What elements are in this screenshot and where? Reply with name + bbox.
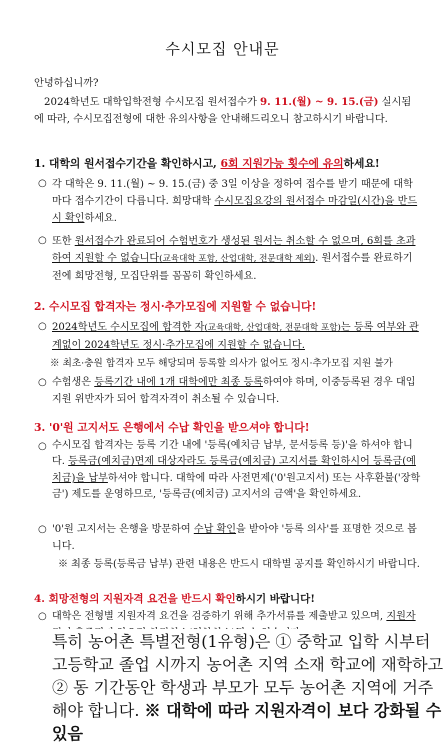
section-2-note: ※ 최초·충원 합격자 모두 해당되며 등록할 의사가 없어도 정시·추가모집 지원 불가 [50, 358, 393, 369]
section-2-bullet-2: 수험생은 등록기간 내에 1개 대학에만 최종 등록하여야 하며, 이중등록된 경우 대입지원 위반자가 되어 합격자격이 취소될 수 있습니다. [52, 377, 416, 406]
section-3-bullet-1: 수시모집 합격자는 등록 기간 내에 '등록(예치금 납부, 문서등록 등)'을 하셔야 합니다. 등록금(예치금)면제 대상자라도 등록금(예치금) 고지서를 확인하시어 등록금(예치금)을 납부하셔야 합니다. 대학에 따라 사전면제('0'원고지서) 또는 사후환불('장학금') 제도를 운영하므로, '등록금(예치금) 고지서의 금액'을 확인하세요. [52, 440, 421, 501]
circle-bullet-icon: ○ [38, 235, 47, 246]
section-4-bullet-2: 특히 농어촌 특별전형(1유형)은 ① 중학교 입학 시부터 고등학교 졸업 시까지 농어촌 지역 소재 학교에 재학하고 ② 동 기간동안 학생과 부모가 모두 농어촌 지역에 거주해야 합니다. ※ 대학에 따라 지원자격이 보다 강화될 수 있음 [52, 632, 444, 743]
intro-text-a: 2024학년도 대학입학전형 수시모집 원서접수가 [44, 97, 261, 108]
section-4-heading: 4. 회망전형의 지원자격 요건을 반드시 확인하시기 바랍니다! [34, 593, 315, 605]
section-3-bullet-2: '0'원 고지서는 은행을 방문하여 수납 확인을 받아야 '등록 의사'를 표명한 것으로 봅니다. [52, 524, 417, 553]
section-2-heading: 2. 수시모집 합격자는 정시·추가모집에 지원할 수 없습니다! [34, 300, 317, 313]
intro-text-b: 실시됨에 따라, 수시모집전형에 대한 유의사항을 안내해드리오니 참고하시기 바랍니다. [34, 97, 412, 125]
circle-bullet-icon: ○ [38, 377, 47, 388]
section-4-bullet-1: 대학은 전형별 지원자격 요건을 검증하기 위해 추가서류를 제출받고 있으며, 지원자 [52, 611, 416, 622]
circle-bullet-icon: ○ [38, 441, 47, 452]
section-1-heading: 1. 대학의 원서접수기간을 확인하시고, 6회 지원가능 횟수에 유의하세요! [34, 157, 380, 170]
section-3-heading: 3. '0'원 고지서도 은행에서 수납 확인을 받으셔야 합니다! [34, 421, 310, 434]
intro-paragraph [34, 94, 415, 128]
section-1-bullet-1: 각 대학은 9. 11.(월) ~ 9. 15.(금) 중 3일 이상을 정하여 접수를 받기 때문에 대학마다 접수기간이 다릅니다. 희망대학 수시모집요강의 원서접수 마감일(시간)을 반드시 확인하세요. [52, 179, 418, 225]
circle-bullet-icon: ○ [38, 611, 47, 622]
section-1-highlight: 6회 지원가능 횟수에 유의 [220, 157, 344, 170]
section-1-bullet-2: 또한 원서접수가 완료되어 수험번호가 생성된 원서는 취소할 수 없으며, 6회를 초과하여 지원할 수 없습니다(교육대학 포함, 산업대학, 전문대학 제외). 원서접수를 완료하기 전에 희망전형, 모집단위를 꼼꼼히 확인하세요. [52, 236, 416, 283]
intro-date: 9. 11.(월) ~ 9. 15.(금) [260, 96, 379, 108]
greeting: 안녕하십니까? [34, 78, 99, 89]
circle-bullet-icon: ○ [38, 524, 47, 535]
circle-bullet-icon: ○ [38, 178, 47, 189]
section-2-bullet-1: 2024학년도 수시모집에 합격한 자(교육대학, 산업대학, 전문대학 포함)는 등록 여부와 관계없이 2024학년도 정시·추가모집에 지원할 수 없습니다. [52, 322, 419, 352]
section-3-note: ※ 최종 등록(등록금 납부) 관련 내용은 반드시 대학별 공지를 확인하시기 바랍니다. [58, 559, 420, 570]
page-title: 수시모집 안내문 [165, 40, 280, 58]
circle-bullet-icon: ○ [38, 321, 47, 332]
